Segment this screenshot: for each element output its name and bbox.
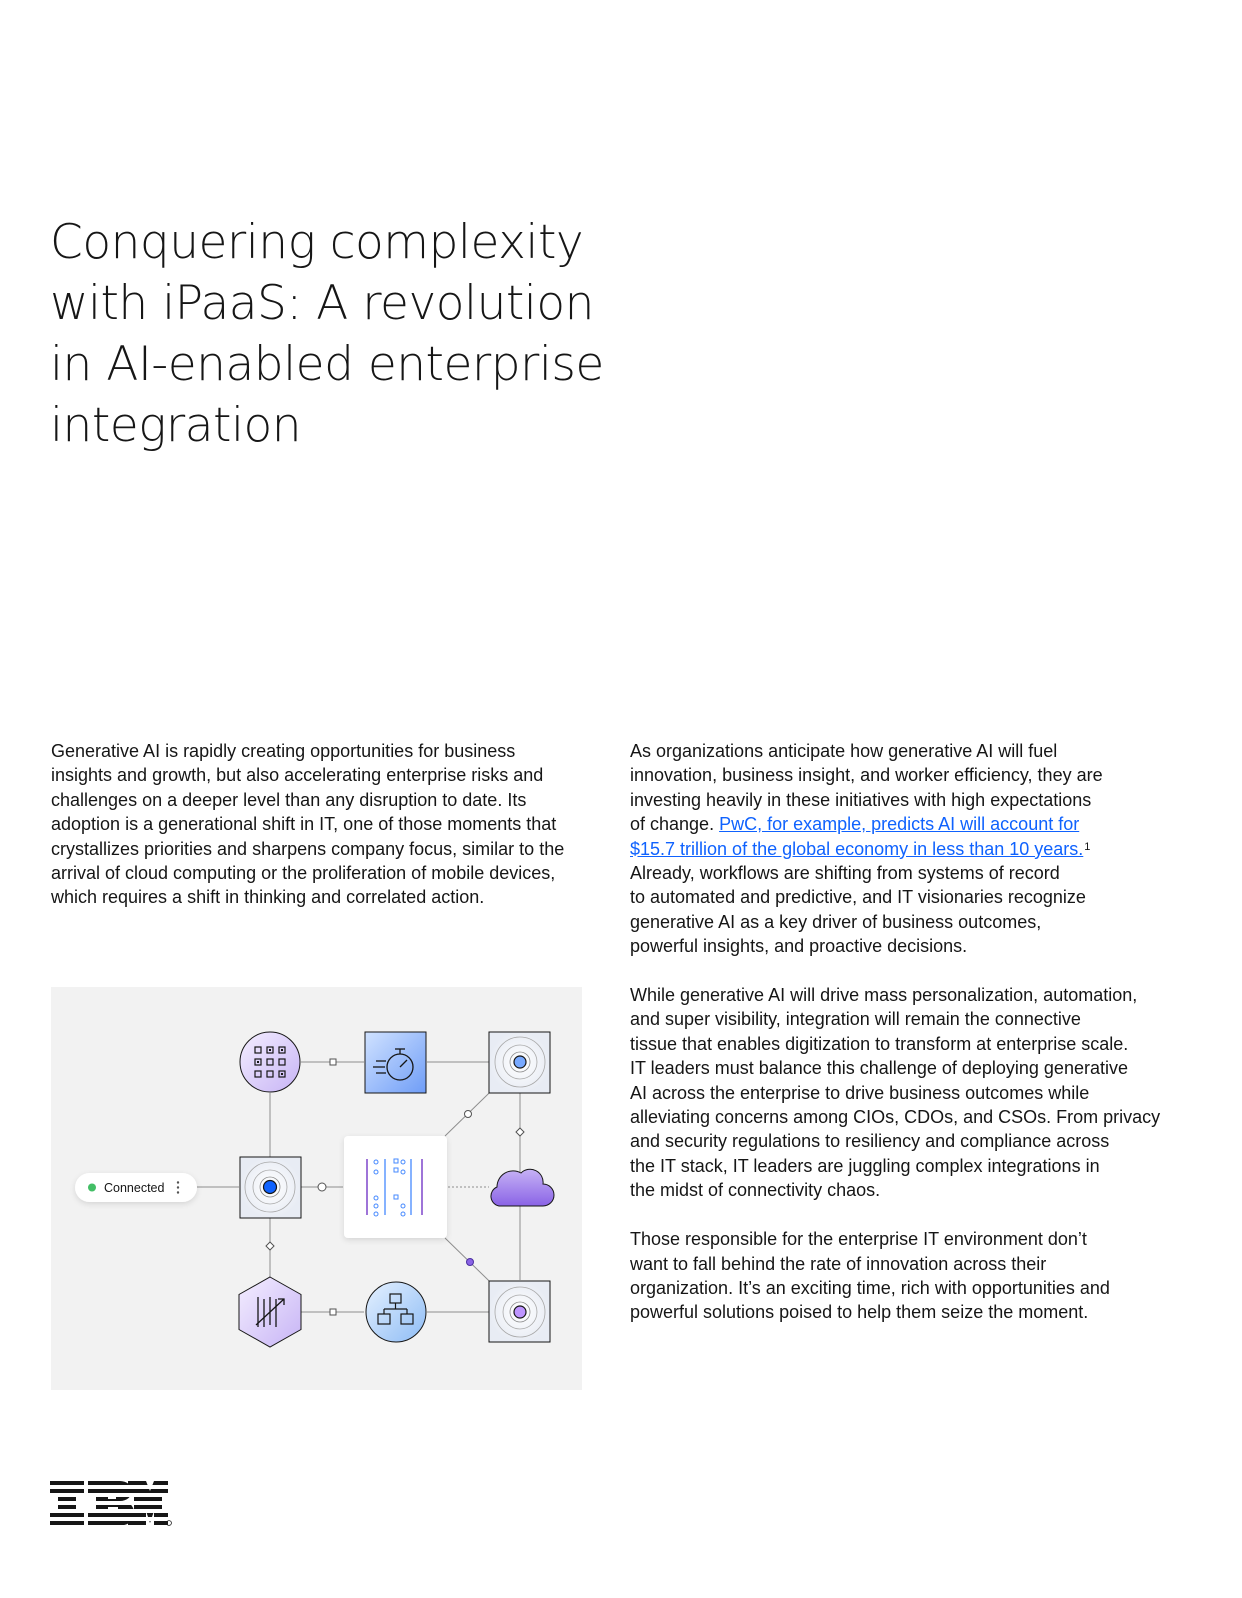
text-line: As organizations anticipate how generative AI will fuel xyxy=(630,741,1058,761)
text-line: powerful insights, and proactive decisions. xyxy=(630,936,968,957)
text-line: powerful solutions poised to help them seize the moment. xyxy=(630,1302,1089,1323)
title-line: with iPaaS: A revolution xyxy=(50,276,594,331)
text-line: the IT stack, IT leaders are juggling complex integrations in xyxy=(630,1155,1100,1176)
intro-column xyxy=(51,739,591,910)
pwc-reference-link-continued[interactable]: $15.7 trillion of the global economy in less than 10 years. xyxy=(630,838,1084,859)
text-line: Generative AI is rapidly creating opportunities for business xyxy=(51,741,516,761)
target-icon xyxy=(489,1281,550,1342)
page-title xyxy=(50,212,650,456)
integration-illustration xyxy=(51,987,582,1390)
connector-square xyxy=(330,1309,336,1315)
text-line: AI across the enterprise to drive business outcomes while xyxy=(630,1082,1090,1103)
body-paragraph-3 xyxy=(630,1227,1170,1325)
connector-square xyxy=(330,1059,336,1065)
text-line xyxy=(630,837,1170,861)
target-icon xyxy=(240,1157,301,1218)
body-paragraph-1 xyxy=(630,739,1170,959)
connected-status-pill[interactable] xyxy=(75,1173,197,1202)
text-line: and super visibility, integration will remain the connective xyxy=(630,1009,1081,1030)
status-dot-icon xyxy=(88,1184,96,1192)
text-line: challenges on a deeper level than any disruption to date. Its xyxy=(51,789,527,810)
grid-apps-icon xyxy=(240,1032,300,1092)
connected-label: Connected xyxy=(104,1181,165,1195)
text-line: generative AI as a key driver of business outcomes, xyxy=(630,911,1042,932)
footnote-marker: 1 xyxy=(1084,840,1091,853)
connector-dot xyxy=(318,1183,326,1191)
text-line: Already, workflows are shifting from systems of record xyxy=(630,863,1060,884)
hierarchy-icon xyxy=(366,1282,426,1342)
overflow-menu-icon[interactable] xyxy=(177,1181,179,1193)
text-line: crystallizes priorities and sharpens company focus, similar to the xyxy=(51,838,565,859)
text-line: to automated and predictive, and IT visionaries recognize xyxy=(630,887,1086,908)
stopwatch-icon xyxy=(365,1032,426,1093)
text-line: investing heavily in these initiatives with high expectations xyxy=(630,789,1092,810)
text-line: organization. It’s an exciting time, rich with opportunities and xyxy=(630,1277,1110,1298)
connector-dot xyxy=(465,1111,472,1118)
text-line: insights and growth, but also accelerating enterprise risks and xyxy=(51,765,544,786)
text-line: Those responsible for the enterprise IT environment don’t xyxy=(630,1229,1087,1250)
text-fragment: of change. xyxy=(630,814,720,835)
integration-diagram xyxy=(51,987,582,1390)
title-line: in AI-enabled enterprise xyxy=(50,337,604,392)
text-line: adoption is a generational shift in IT, one of those moments that xyxy=(51,814,557,835)
text-line: and security regulations to resiliency and compliance across xyxy=(630,1131,1110,1152)
data-mapping-icon xyxy=(344,1136,447,1238)
text-line: IT leaders must balance this challenge of deploying generative xyxy=(630,1058,1128,1079)
title-line: Conquering complexity xyxy=(50,215,584,270)
title-line: integration xyxy=(50,398,302,453)
connector-dot-active xyxy=(467,1259,474,1266)
connector-diamond xyxy=(516,1128,524,1136)
ibm-logo xyxy=(50,1481,172,1534)
text-line: want to fall behind the rate of innovation across their xyxy=(630,1253,1047,1274)
target-icon xyxy=(489,1032,550,1093)
text-line: which requires a shift in thinking and correlated action. xyxy=(51,887,485,908)
cloud-icon xyxy=(491,1169,554,1206)
ibm-logo-mark xyxy=(50,1481,172,1529)
text-line: alleviating concerns among CIOs, CDOs, and CSOs. From privacy xyxy=(630,1107,1161,1128)
pwc-reference-link[interactable]: PwC, for example, predicts AI will account for xyxy=(719,814,1080,835)
connector-diamond xyxy=(266,1242,274,1250)
intro-paragraph xyxy=(51,739,591,910)
body-column xyxy=(630,739,1170,1325)
text-line: While generative AI will drive mass personalization, automation, xyxy=(630,985,1138,1006)
hexagon-flow-icon xyxy=(239,1277,301,1347)
text-line: tissue that enables digitization to transform at enterprise scale. xyxy=(630,1033,1129,1054)
body-paragraph-2 xyxy=(630,983,1170,1203)
text-line: the midst of connectivity chaos. xyxy=(630,1180,881,1201)
text-line: innovation, business insight, and worker efficiency, they are xyxy=(630,765,1103,786)
text-line: arrival of cloud computing or the proliferation of mobile devices, xyxy=(51,863,556,884)
text-line xyxy=(630,812,1170,836)
